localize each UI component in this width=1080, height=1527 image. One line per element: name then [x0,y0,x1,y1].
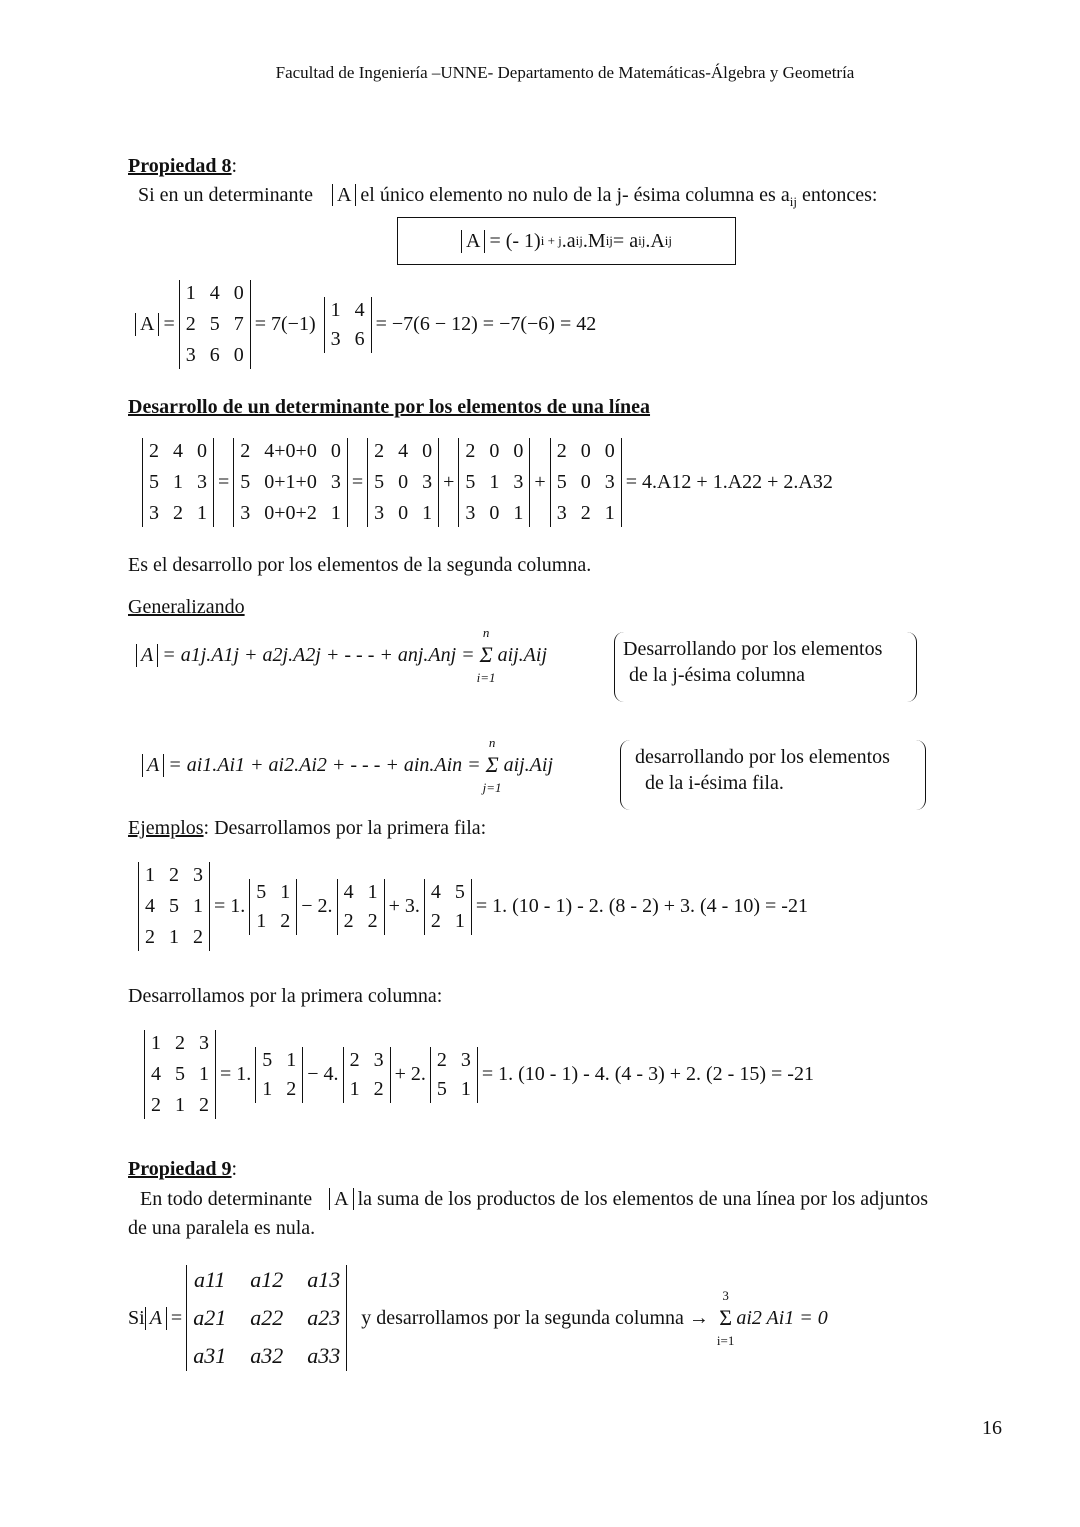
matrix-cell: 1 [513,502,524,524]
matrix-cell: 5 [240,471,251,493]
matrix-cell: 3 [197,471,207,493]
page-header: Facultad de Ingeniería –UNNE- Departamento de Matemáticas-Álgebra y Geometría [275,63,855,82]
matrix-cell: 2 [145,926,155,948]
matrix-cell: 2 [430,909,441,932]
sigma-symbol: Σ [719,1305,732,1330]
text: ij [605,233,613,248]
minor-determinant [249,879,297,935]
page-number: 16 [982,1417,1002,1439]
determinant [138,862,210,951]
matrix-cell: 0 [233,344,244,366]
matrix-cell: 2 [349,1048,360,1071]
matrix-cell: 2 [367,909,378,932]
matrix-cell: 0 [513,440,524,462]
equals: = [170,1306,183,1329]
example-result: = 1. (10 - 1) - 2. (8 - 2) + 3. (4 - 10) = -21 [475,895,808,917]
text: n [482,625,490,640]
minor-determinant [424,879,472,935]
matrix-cell: 5 [262,1048,273,1071]
matrix-cell: 6 [209,344,220,366]
matrix-cell: 1 [173,471,183,493]
matrix-cell: 4 [430,880,441,903]
coefficient: − 2. [301,895,333,917]
det-symbol: A [136,644,158,667]
matrix-cell: 1 [197,502,207,524]
matrix-cell: 2 [286,1077,297,1100]
heading-text: Propiedad 9 [128,1158,232,1180]
det-symbol: A [461,230,485,253]
matrix-cell: 0 [398,471,409,493]
det-symbol: A [135,313,159,336]
matrix-cell: a21 [193,1305,227,1330]
determinant [186,1265,347,1371]
det-symbol: A [332,184,356,206]
matrix-cell: 2 [580,502,591,524]
matrix-cell: 2 [280,909,291,932]
text: i=1 [476,670,496,685]
general-formula-column [136,624,547,686]
minor-determinant [337,879,385,935]
text: ij [575,233,583,248]
text: Ejemplos [128,817,204,839]
exponent: i + j [540,233,562,248]
matrix-cell: 3 [185,344,196,366]
matrix-cell: 0 [197,440,207,462]
matrix-cell: a32 [250,1343,284,1368]
matrix-cell: a11 [194,1267,226,1292]
sigma-symbol: Σ [479,642,493,667]
operator: = [351,471,364,493]
matrix-cell: 5 [149,471,159,493]
matrix-cell: 2 [151,1094,161,1116]
formula-text: = a1j.A1j + a2j.A2j + - - - + anj.Anj = [162,643,475,666]
examples-intro [128,817,486,840]
text: = −7(6 − 12) = −7(−6) = 42 [375,313,597,335]
matrix-cell: 3 [240,502,251,524]
property-9-heading: Propiedad 9: [128,1158,238,1180]
text: Si en un determinante [138,184,313,206]
matrix-cell: 3 [330,327,341,350]
matrix-cell: 0 [398,502,409,524]
text: ij [789,194,797,209]
general-formula-row [142,734,553,796]
example-result: = 1. (10 - 1) - 4. (4 - 3) + 2. (2 - 15) = -21 [481,1063,814,1085]
determinant [550,438,622,527]
matrix-cell: 3 [199,1032,209,1054]
determinant [142,438,214,527]
operator: = [218,471,230,493]
coefficient: + 3. [388,895,420,917]
det-symbol: A [145,1307,167,1330]
matrix-cell: 2 [175,1032,185,1054]
minor-determinant [324,297,372,353]
expansion-equation [138,438,833,527]
matrix-cell: 0 [604,440,615,462]
formula-text: aij.Aij [497,643,548,666]
text: y desarrollamos por la segunda columna → [361,1306,709,1329]
matrix-cell: 2 [436,1048,447,1071]
operator: + [443,471,455,493]
matrix-cell: 1 [330,502,341,524]
text: de la j-ésima columna [629,664,806,686]
matrix-cell: 1 [175,1094,185,1116]
text: En todo determinante [140,1188,313,1210]
formula-text: aij.Aij [503,753,554,776]
matrix-cell: 3 [330,471,341,493]
text: el único elemento no nulo de la j- ésima columna es a [360,184,790,206]
matrix-cell: 1 [367,880,378,903]
matrix-cell: 2 [169,864,179,886]
coefficient: + 2. [394,1063,426,1085]
matrix-cell: 1 [604,502,615,524]
matrix-cell: 5 [465,471,476,493]
matrix-cell: a13 [307,1267,341,1292]
matrix-cell: 1 [145,864,155,886]
matrix-cell: 2 [374,440,385,462]
matrix-cell: 4+0+0 [264,440,317,462]
equals: = [163,313,175,335]
matrix-cell: 2 [343,909,354,932]
text: desarrollando por los elementos [635,746,890,768]
text: Si [128,1306,145,1329]
matrix-cell: 2 [556,440,567,462]
matrix-cell: a12 [250,1267,284,1292]
matrix-cell: 3 [604,471,615,493]
matrix-cell: 1 [280,880,291,903]
matrix-cell: 1 [460,1077,471,1100]
matrix-cell: 1 [185,282,196,304]
determinant [144,1030,216,1119]
matrix-cell: 3 [149,502,159,524]
matrix-cell: 1 [151,1032,161,1054]
matrix-cell: 0+1+0 [264,471,317,493]
operator: + [534,471,546,493]
formula-text: ai2 Ai1 = 0 [736,1306,828,1329]
matrix-cell: 2 [173,502,183,524]
text: la suma de los productos de los elementos de una línea por los adjuntos [357,1188,929,1210]
matrix-cell: 0 [422,440,433,462]
summation [483,734,502,796]
det-symbol: A [329,1188,353,1210]
matrix-cell: 2 [240,440,251,462]
property-9-statement-cont: de una paralela es nula. [128,1217,316,1239]
text: entonces: [796,184,878,206]
text: .a [561,229,576,252]
text: ij [664,233,672,248]
matrix-cell: 3 [193,864,203,886]
matrix-cell: 4 [173,440,183,462]
boxed-formula [397,217,736,265]
summation [477,624,496,686]
matrix-cell: 3 [374,502,385,524]
matrix-cell: 7 [233,313,244,335]
det-symbol: A [142,754,164,777]
matrix-cell: 3 [513,471,524,493]
matrix-cell: 1 [256,909,267,932]
matrix-cell: 2 [199,1094,209,1116]
section-heading-desarrollo: Desarrollo de un determinante por los elementos de una línea [128,396,651,418]
sigma-symbol: Σ [485,752,499,777]
example-row-expansion [134,862,808,951]
property-9-example [128,1265,828,1371]
expansion-note: Es el desarrollo por los elementos de la segunda columna. [128,554,592,576]
matrix-cell: 1 [422,502,433,524]
matrix-cell: 1 [489,471,500,493]
matrix-cell: 4 [398,440,409,462]
matrix-cell: a22 [250,1305,284,1330]
formula-text: = ai1.Ai1 + ai2.Ai2 + - - - + ain.Ain = [168,753,481,776]
matrix-cell: 5 [374,471,385,493]
matrix-cell: 0 [233,282,244,304]
row-note [620,740,926,810]
minor-determinant [343,1047,391,1103]
matrix-cell: 5 [175,1063,185,1085]
text: n [488,735,496,750]
coefficient: = 1. [220,1063,252,1085]
matrix-cell: a23 [307,1305,341,1330]
matrix-cell: 4 [209,282,220,304]
determinant [179,280,251,369]
determinant [367,438,439,527]
text: i=1 [716,1333,735,1348]
matrix-cell: 2 [149,440,159,462]
text: : Desarrollamos por la primera fila: [203,817,487,839]
matrix-cell: 3 [422,471,433,493]
text: .M [582,229,606,252]
property-8-example [135,280,596,369]
property-8-statement [138,184,877,210]
property-8-heading: Propiedad 8: [128,155,238,177]
text: Desarrollando por los elementos [623,638,883,660]
text: j=1 [482,780,502,795]
matrix-cell: 3 [465,502,476,524]
example-column-expansion [140,1030,814,1119]
matrix-cell: 1 [349,1077,360,1100]
matrix-cell: 4 [145,895,155,917]
matrix-cell: 4 [151,1063,161,1085]
matrix-cell: 5 [436,1077,447,1100]
matrix-cell: 5 [169,895,179,917]
matrix-cell: 0+0+2 [264,502,317,524]
matrix-cell: 3 [373,1048,384,1071]
matrix-cell: a31 [193,1343,227,1368]
text: = (- 1) [489,229,541,252]
determinant [458,438,530,527]
text: de la i-ésima fila. [645,772,784,794]
text: = a [612,229,639,252]
matrix-cell: 4 [343,880,354,903]
matrix-cell: 0 [580,471,591,493]
matrix-cell: 0 [330,440,341,462]
matrix-cell: 2 [193,926,203,948]
column-note [614,632,917,702]
matrix-cell: 1 [330,298,341,321]
minor-determinant [255,1047,303,1103]
matrix-cell: 0 [489,502,500,524]
text: 3 [722,1288,729,1303]
heading-text: Propiedad 8 [128,155,232,177]
text: ij [638,233,646,248]
minor-determinant [430,1047,478,1103]
matrix-cell: 2 [465,440,476,462]
examples-intro-2: Desarrollamos por la primera columna: [128,985,443,1007]
matrix-cell: 1 [193,895,203,917]
matrix-cell: 2 [185,313,196,335]
matrix-cell: 3 [460,1048,471,1071]
matrix-cell: 5 [454,880,465,903]
determinant [233,438,348,527]
matrix-cell: 4 [354,298,365,321]
summation [717,1287,734,1349]
coefficient: = 1. [214,895,246,917]
matrix-cell: 0 [580,440,591,462]
matrix-cell: 2 [373,1077,384,1100]
matrix-cell: 1 [286,1048,297,1071]
text: = 7(−1) [254,313,316,335]
property-9-statement [140,1188,928,1211]
text: .A [645,229,665,252]
matrix-cell: 5 [256,880,267,903]
matrix-cell: 0 [489,440,500,462]
matrix-cell: a33 [307,1343,341,1368]
matrix-cell: 5 [556,471,567,493]
coefficient: − 4. [307,1063,339,1085]
matrix-cell: 1 [169,926,179,948]
matrix-cell: 1 [262,1077,273,1100]
matrix-cell: 1 [199,1063,209,1085]
matrix-cell: 6 [354,327,365,350]
expansion-result: = 4.A12 + 1.A22 + 2.A32 [625,471,833,493]
matrix-cell: 1 [454,909,465,932]
generalizing-heading: Generalizando [128,596,245,618]
matrix-cell: 5 [209,313,220,335]
matrix-cell: 3 [556,502,567,524]
